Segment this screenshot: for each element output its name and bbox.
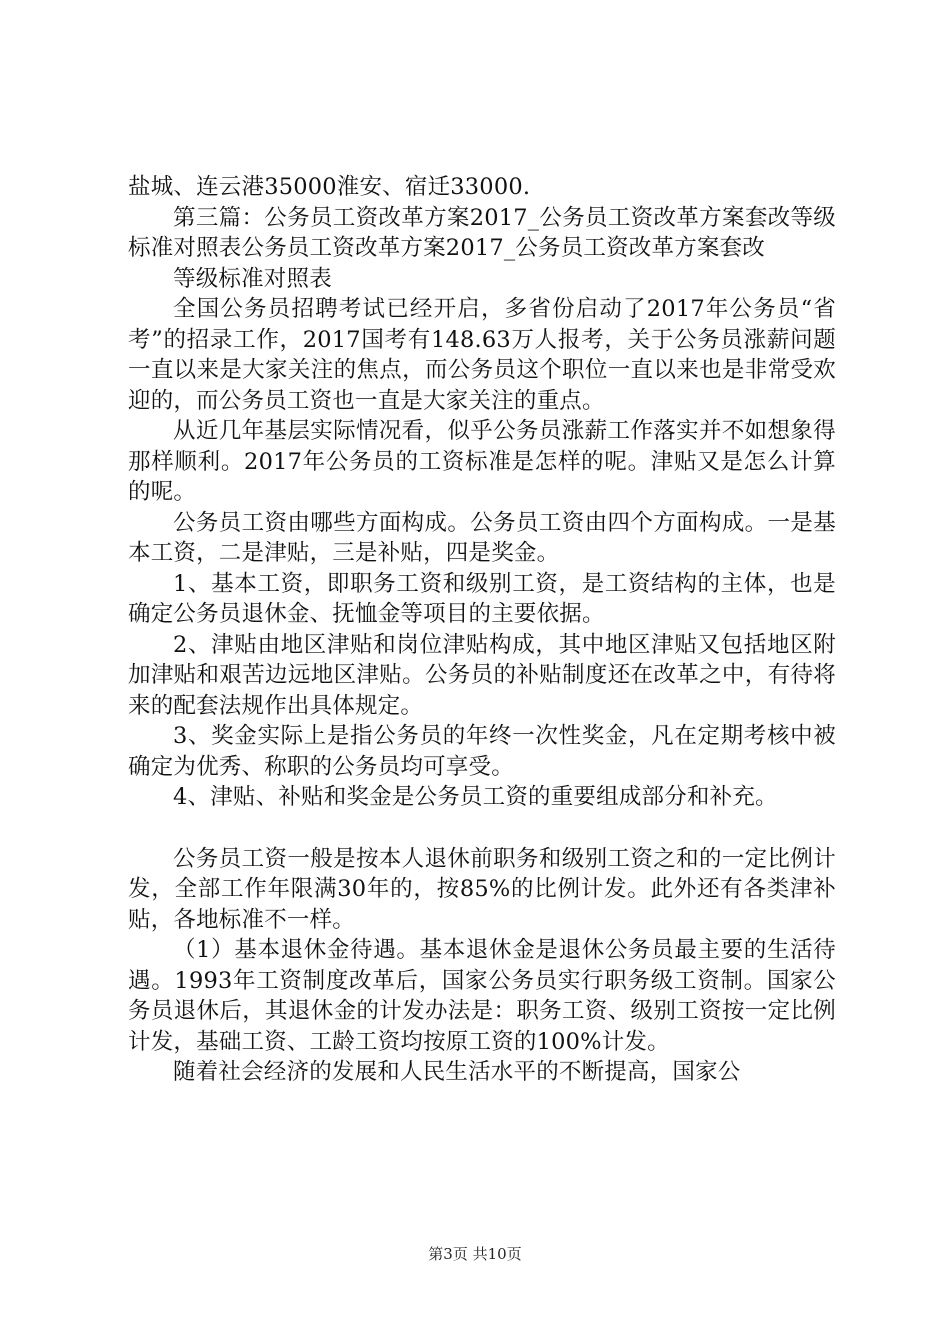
page-footer: 第3页 共10页 [428, 1245, 522, 1263]
paragraph-6: 公务员工资由哪些方面构成。公务员工资由四个方面构成。一是基本工资，二是津贴，三是补贴，四是奖金。 [128, 509, 836, 566]
paragraph-3: 等级标准对照表 [173, 265, 332, 292]
paragraph-9: 3、奖金实际上是指公务员的年终一次性奖金，凡在定期考核中被确定为优秀、称职的公务员均可享受。 [128, 723, 836, 780]
paragraph-12: （1）基本退休金待遇。基本退休金是退休公务员最主要的生活待遇。1993年工资制度改革后，国家公务员实行职务级工资制。国家公务员退休后，其退休金的计发办法是：职务工资、级别工资按一定比例计发，基础工资、工龄工资均按原工资的100%计发。 [128, 937, 836, 1055]
paragraph-2: 第三篇：公务员工资改革方案2017_公务员工资改革方案套改等级标准对照表公务员工资改革方案2017_公务员工资改革方案套改 [128, 204, 836, 261]
document-body [128, 172, 836, 1088]
paragraph-5: 从近几年基层实际情况看，似乎公务员涨薪工作落实并不如想象得那样顺利。2017年公务员的工资标准是怎样的呢。津贴又是怎么计算的呢。 [128, 418, 836, 505]
paragraph-10: 4、津贴、补贴和奖金是公务员工资的重要组成部分和补充。 [173, 784, 778, 810]
paragraph-8: 2、津贴由地区津贴和岗位津贴构成，其中地区津贴又包括地区附加津贴和艰苦边远地区津贴。公务员的补贴制度还在改革之中，有待将来的配套法规作出具体规定。 [128, 631, 836, 719]
paragraph-13: 随着社会经济的发展和人民生活水平的不断提高，国家公 [173, 1059, 741, 1085]
paragraph-11: 公务员工资一般是按本人退休前职务和级别工资之和的一定比例计发，全部工作年限满30年的，按85%的比例计发。此外还有各类津补贴，各地标准不一样。 [128, 845, 836, 933]
paragraph-4: 全国公务员招聘考试已经开启，多省份启动了2017年公务员“省考”的招录工作，2017国考有148.63万人报考，关于公务员涨薪问题一直以来是大家关注的焦点，而公务员这个职位一直以来也是非常受欢迎的，而公务员工资也一直是大家关注的重点。 [128, 296, 836, 414]
paragraph-7: 1、基本工资，即职务工资和级别工资，是工资结构的主体，也是确定公务员退休金、抚恤金等项目的主要依据。 [128, 570, 836, 627]
paragraph-1: 盐城、连云港35000淮安、宿迁33000. [128, 174, 531, 200]
